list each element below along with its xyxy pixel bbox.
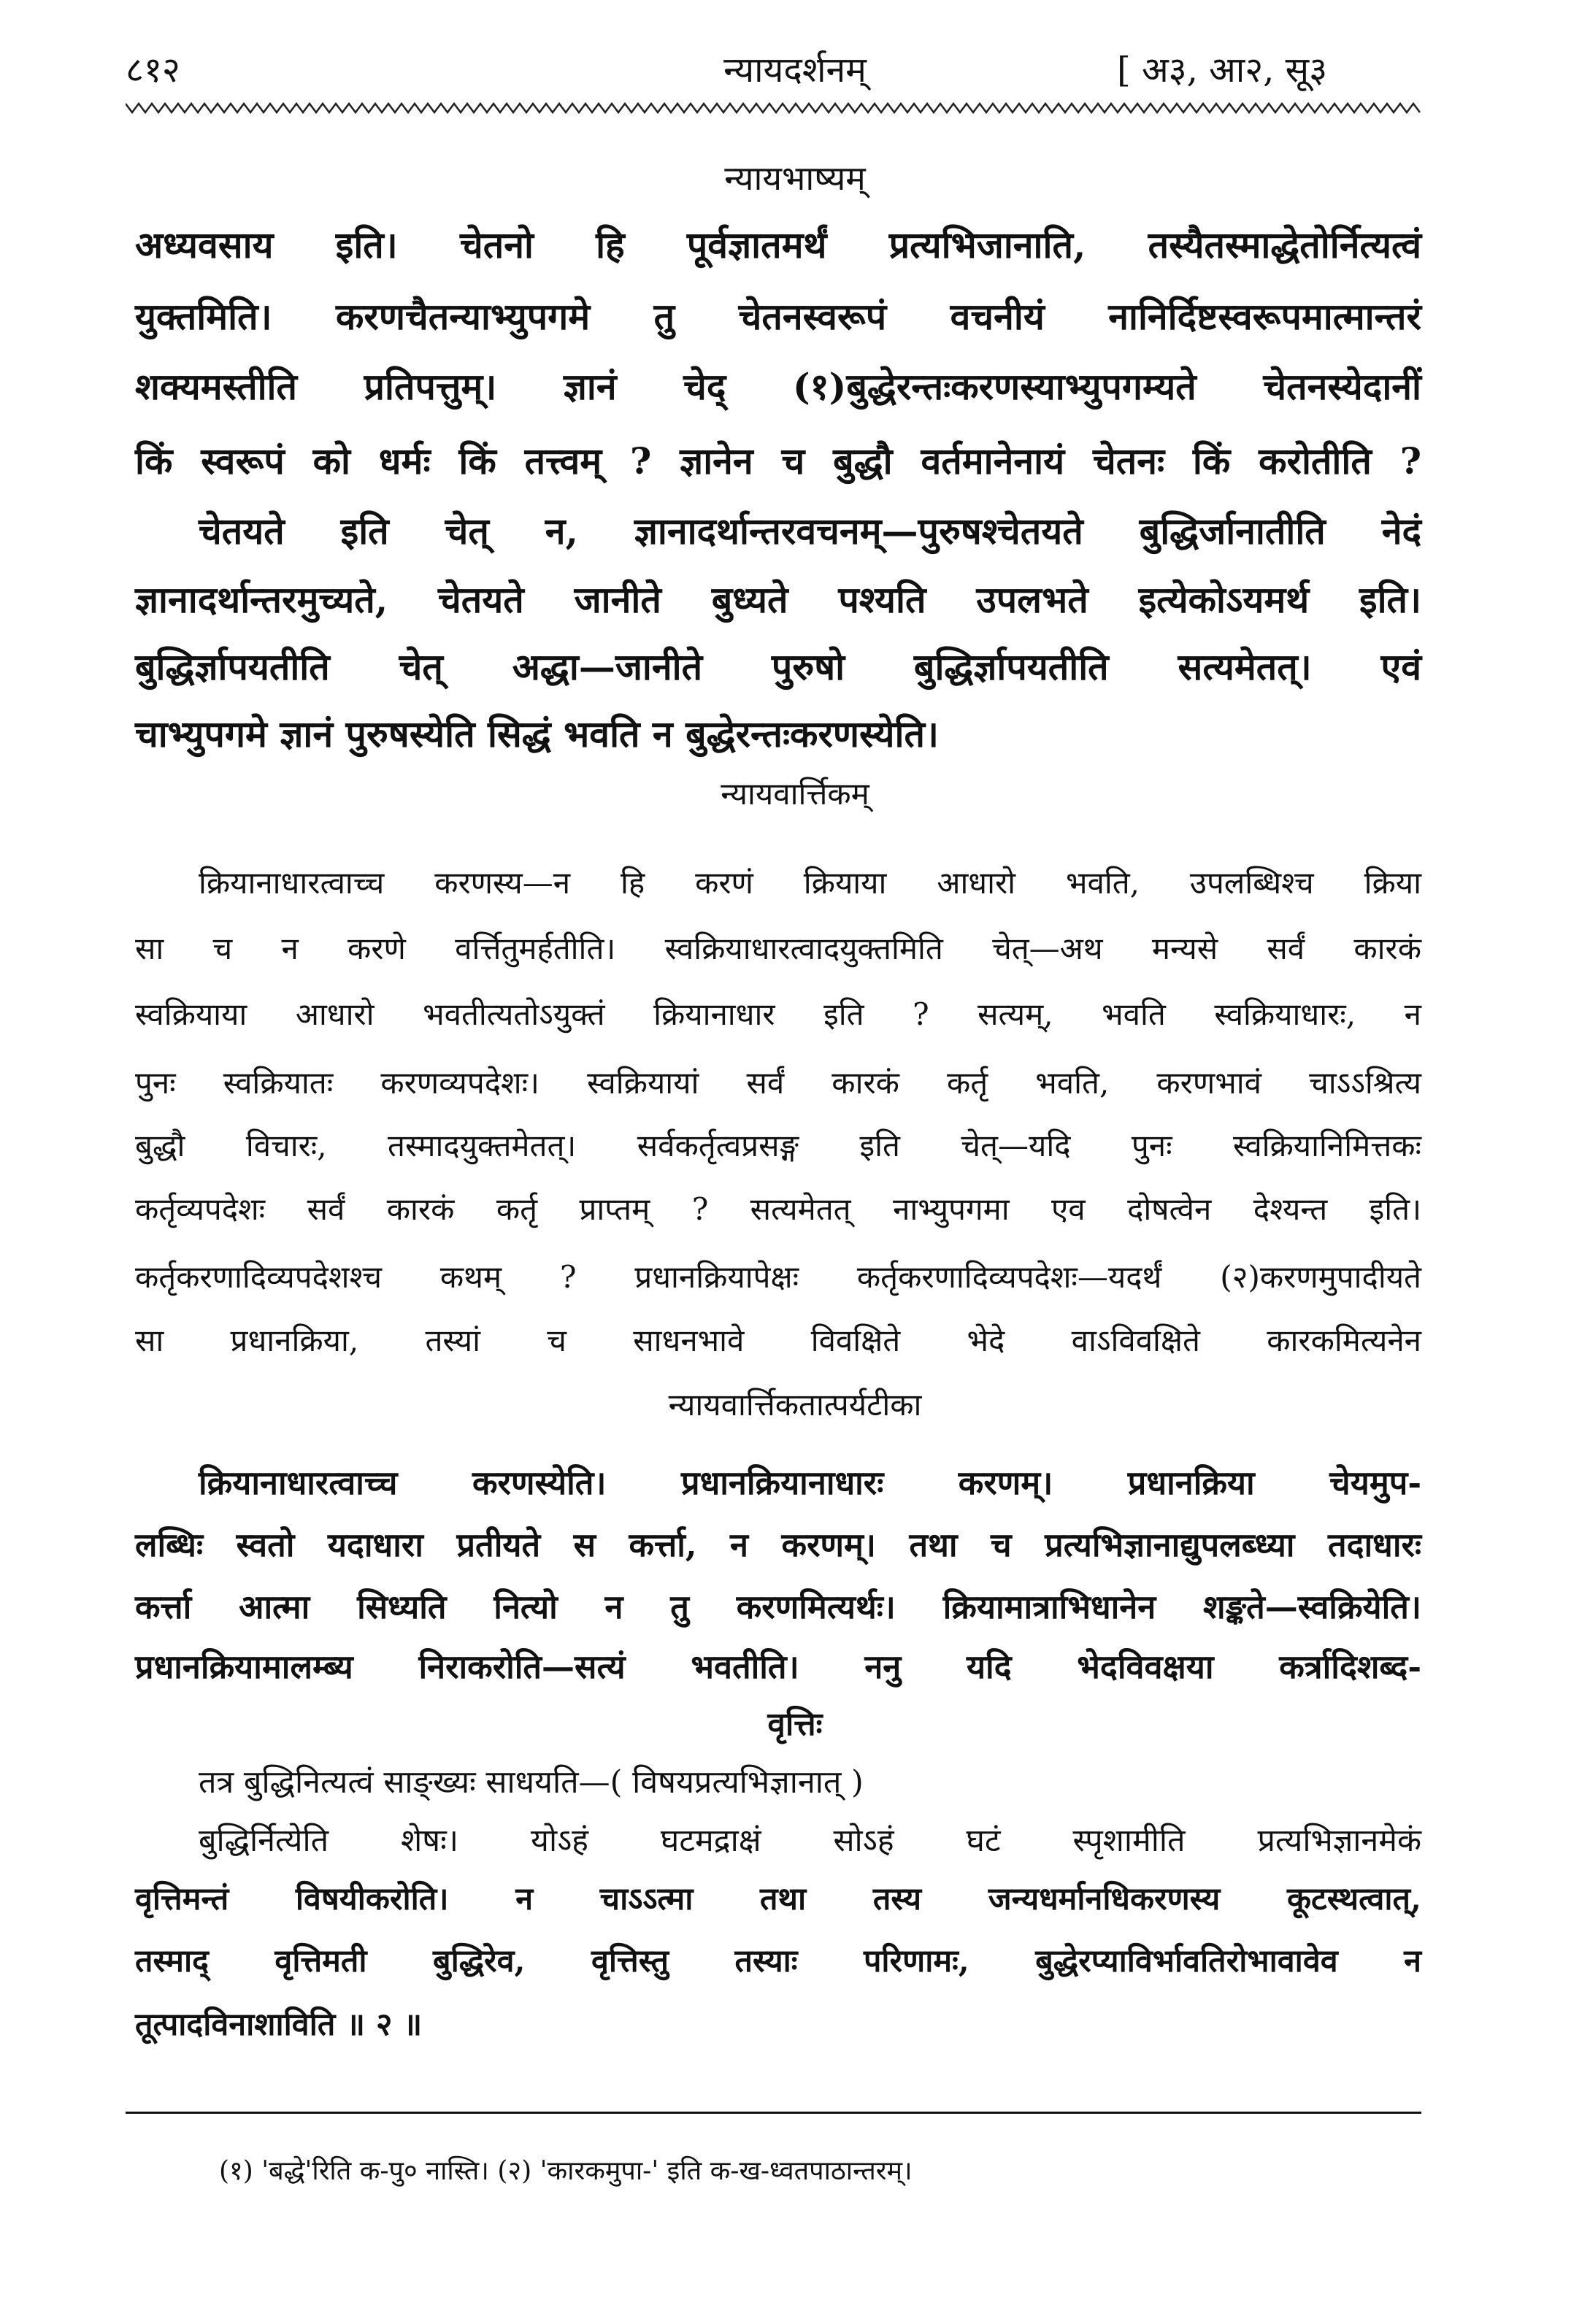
tika-line: कर्त्ता आत्मा सिध्यति नित्यो न तु करणमित्यर्थः। क्रियामात्राभिधानेन शङ्कते—स्वक्रियेति।	[135, 1588, 1421, 1626]
vritti-line: वृत्तिमन्तं विषयीकरोति। न चाऽऽत्मा तथा तस्य जन्यधर्मानधिकरणस्य कूटस्थत्वात्,	[135, 1881, 1421, 1917]
bhashya-line: अध्यवसाय इति। चेतनो हि पूर्वज्ञातमर्थं प्रत्यभिजानाति, तस्यैतस्माद्धेतोर्नित्यत्वं	[135, 223, 1421, 266]
bhashya-line: किं स्वरूपं को धर्मः किं तत्त्वम् ? ज्ञानेन च बुद्धौ वर्तमानेनायं चेतनः किं करोतीति ?	[135, 439, 1421, 482]
footnote: (१) 'बद्धे'रिति क-पु० नास्ति। (२) 'कारकमुपा-' इति क-ख-ध्वतपाठान्तरम्।	[219, 2156, 913, 2186]
running-title: न्यायदर्शनम्	[723, 50, 867, 91]
bhashya-line: बुद्धिर्ज्ञापयतीति चेत् अद्धा—जानीते पुरुषो बुद्धिर्ज्ञापयतीति सत्यमेतत्। एवं	[135, 645, 1421, 688]
vartika-line: सा प्रधानक्रिया, तस्यां च साधनभावे विवक्षिते भेदे वाऽविवक्षिते कारकमित्यनेन	[135, 1323, 1421, 1358]
vritti-line: तत्र बुद्धिनित्यत्वं साङ्ख्यः साधयति—( विषयप्रत्यभिज्ञानात् )	[199, 1764, 864, 1801]
bhashya-line: शक्यमस्तीति प्रतिपत्तुम्। ज्ञानं चेद् (१)बुद्धेरन्तःकरणस्याभ्युपगम्यते चेतनस्येदानीं	[135, 365, 1421, 408]
vritti-line: तस्माद् वृत्तिमती बुद्धिरेव, वृत्तिस्तु तस्याः परिणामः, बुद्धेरप्याविर्भावतिरोभावावेव न	[135, 1943, 1421, 1979]
tika-heading: न्यायवार्त्तिकतात्पर्यटीका	[668, 1387, 922, 1423]
bhashya-line: ज्ञानादर्थान्तरमुच्यते, चेतयते जानीते बुध्यते पश्यति उपलभते इत्येकोऽयमर्थ इति।	[135, 578, 1421, 621]
vritti-heading: वृत्तिः	[767, 1706, 823, 1743]
page-number: ८१२	[126, 50, 180, 91]
vartika-line: कर्तृकरणादिव्यपदेशश्च कथम् ? प्रधानक्रियापेक्षः कर्तृकरणादिव्यपदेशः—यदर्थं (२)करणमुपादीयते	[135, 1259, 1421, 1295]
section-reference: [ अ३, आ२, सू३	[1117, 50, 1328, 91]
vritti-line: बुद्धिर्नित्येति शेषः। योऽहं घटमद्राक्षं सोऽहं घटं स्पृशामीति प्रत्यभिज्ञानमेकं	[199, 1823, 1421, 1859]
vartika-line: सा च न करणे वर्त्तितुमर्हतीति। स्वक्रियाधारत्वादयुक्तमिति चेत्—अथ मन्यसे सर्वं कारकं	[135, 931, 1421, 966]
vartika-line: बुद्धौ विचारः, तस्मादयुक्तमेतत्। सर्वकर्तृत्वप्रसङ्ग इति चेत्—यदि पुनः स्वक्रियानिमित्तकः	[135, 1128, 1421, 1163]
bhashya-line: चाभ्युपगमे ज्ञानं पुरुषस्येति सिद्धं भवति न बुद्धेरन्तःकरणस्येति।	[135, 712, 939, 755]
wavy-divider	[126, 101, 1425, 115]
vartika-line: पुनः स्वक्रियातः करणव्यपदेशः। स्वक्रियायां सर्वं कारकं कर्तृ भवति, करणभावं चाऽऽश्रित्य	[135, 1065, 1421, 1101]
tika-line: लब्धिः स्वतो यदाधारा प्रतीयते स कर्त्ता, न करणम्। तथा च प्रत्यभिज्ञानाद्युपलब्ध्या तदाधारः	[135, 1525, 1421, 1564]
tika-line: प्रधानक्रियामालम्ब्य निराकरोति—सत्यं भवतीति। ननु यदि भेदविवक्षया कर्त्रादिशब्द-	[135, 1647, 1421, 1686]
bhashya-line: युक्तमिति। करणचैतन्याभ्युपगमे तु चेतनस्वरूपं वचनीयं नानिर्दिष्टस्वरूपमात्मान्तरं	[135, 295, 1421, 338]
vartika-line: कर्तृव्यपदेशः सर्वं कारकं कर्तृ प्राप्तम् ? सत्यमेतत् नाभ्युपगमा एव दोषत्वेन देश्यन्त इति।	[135, 1191, 1421, 1227]
bhashya-line: चेतयते इति चेत् न, ज्ञानादर्थान्तरवचनम्—पुरुषश्चेतयते बुद्धिर्जानातीति नेदं	[199, 509, 1421, 553]
vartika-line: स्वक्रियाया आधारो भवतीत्यतोऽयुक्तं क्रियानाधार इति ? सत्यम्, भवति स्वक्रियाधारः, न	[135, 996, 1421, 1032]
tika-line: क्रियानाधारत्वाच्च करणस्येति। प्रधानक्रियानाधारः करणम्। प्रधानक्रिया चेयमुप-	[199, 1463, 1421, 1502]
vritti-line: तूत्पादविनाशाविति ॥ २ ॥	[135, 2006, 423, 2043]
vartika-heading: न्यायवार्त्तिकम्	[721, 776, 869, 812]
vartika-line: क्रियानाधारत्वाच्च करणस्य—न हि करणं क्रियाया आधारो भवति, उपलब्धिश्च क्रिया	[199, 865, 1421, 901]
bhashya-heading: न्यायभाष्यम्	[724, 158, 866, 198]
footnote-rule	[126, 2112, 1421, 2114]
